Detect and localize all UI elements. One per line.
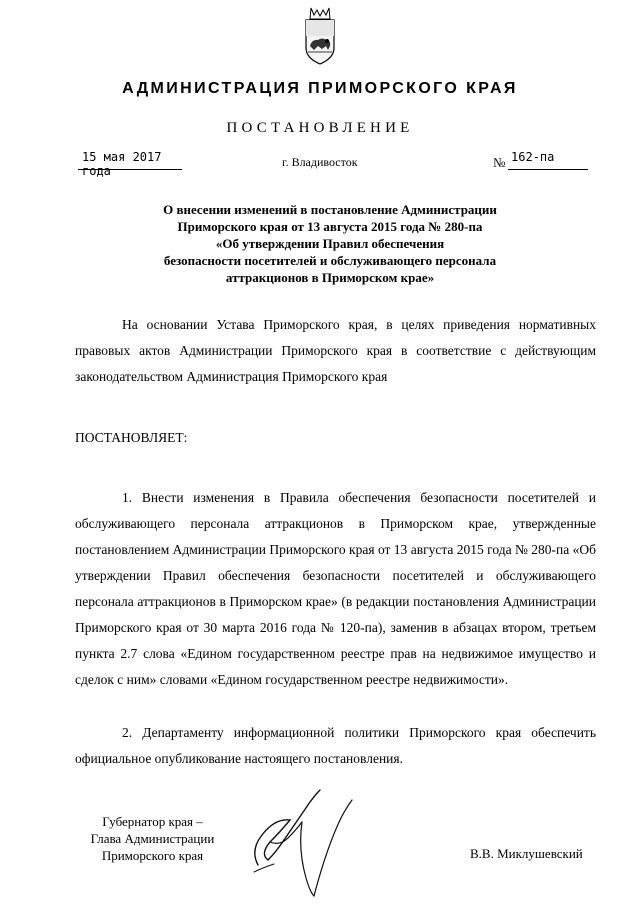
title-line: «Об утверждении Правил обеспечения bbox=[215, 236, 445, 251]
title-line: О внесении изменений в постановление Администрации bbox=[163, 202, 497, 217]
document-city: г. Владивосток bbox=[282, 155, 358, 169]
number-underline bbox=[508, 169, 588, 170]
item-2-paragraph: 2. Департаменту информационной политики Приморского края обеспечить официальное опубликование настоящего постановления. bbox=[75, 725, 596, 766]
preamble-paragraph: На основании Устава Приморского края, в целях приведения нормативных правовых актов Администрации Приморского края в соответствие с действующим законодательством Администрация Приморского края bbox=[75, 317, 596, 384]
signatory-position bbox=[70, 813, 235, 864]
document-number-label: № bbox=[493, 155, 506, 170]
item-1-paragraph: 1. Внести изменения в Правила обеспечения безопасности посетителей и обслуживающего персонала аттракционов в Приморском крае, утвержденные постановлением Администрации Приморского края от 13 августа 2015 года № 280-па «Об утверждении Правил обеспечения безопасности посетителей и обслуживающего персонала аттракционов в Приморском крае» (в редакции постановления Администрации Приморского края от 30 марта 2016 года № 120-па), заменив в абзацах втором, третьем пункта 2.7 слова «Едином государственном реестре прав на недвижимое имущество и сделок с ним» словами «Едином государственном реестре недвижимости». bbox=[75, 490, 596, 687]
decree-heading: ПОСТАНОВЛЯЕТ: bbox=[75, 430, 188, 445]
position-line: Приморского края bbox=[101, 848, 204, 863]
position-line: Губернатор края – bbox=[102, 814, 203, 829]
document-date: 15 мая 2017 года bbox=[82, 150, 162, 178]
title-line: аттракционов в Приморском крае» bbox=[225, 270, 435, 285]
organization-name: АДМИНИСТРАЦИЯ ПРИМОРСКОГО КРАЯ bbox=[122, 80, 518, 97]
handwritten-signature bbox=[240, 780, 360, 900]
signatory-name: В.В. Миклушевский bbox=[470, 846, 583, 861]
position-line: Глава Администрации bbox=[90, 831, 215, 846]
document-number: 162-па bbox=[511, 150, 555, 164]
coat-of-arms-emblem bbox=[300, 6, 340, 66]
title-line: Приморского края от 13 августа 2015 года № 280-па bbox=[177, 219, 483, 234]
title-line: безопасности посетителей и обслуживающего персонала bbox=[163, 253, 497, 268]
document-title bbox=[80, 201, 580, 286]
date-underline bbox=[78, 169, 182, 170]
document-type: ПОСТАНОВЛЕНИЕ bbox=[226, 120, 414, 136]
